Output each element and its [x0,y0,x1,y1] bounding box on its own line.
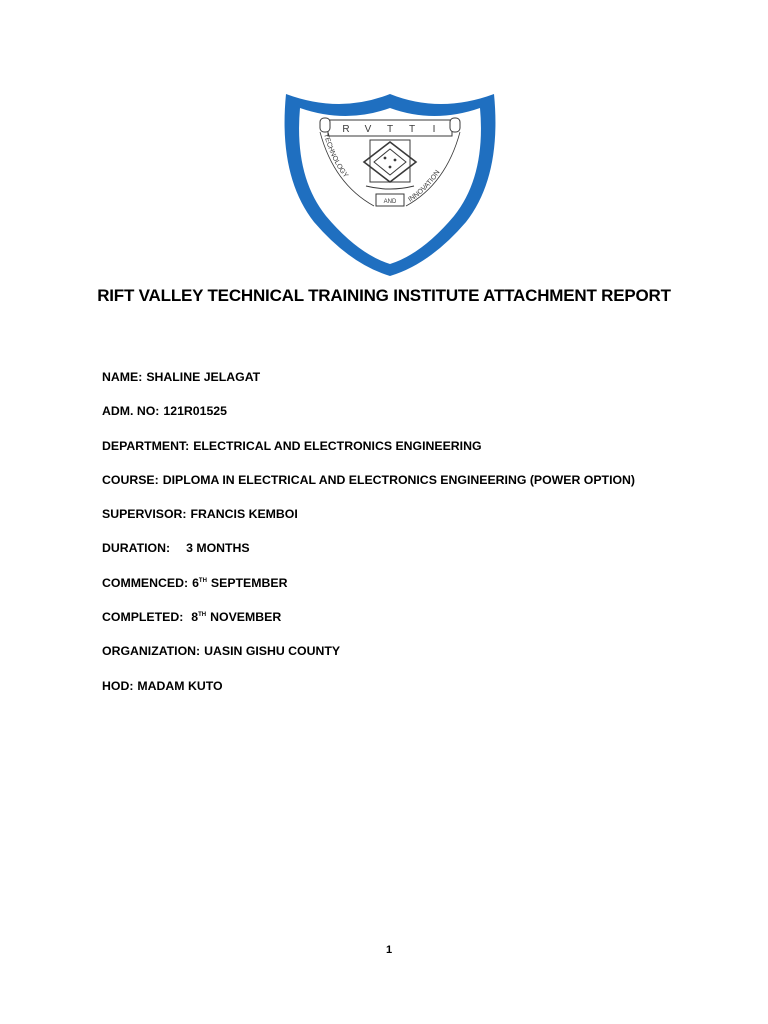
field-completed-month: NOVEMBER [210,610,282,625]
banner-scroll-right [450,118,460,132]
acronym-letter-i: I [432,124,436,135]
field-hod-value: MADAM KUTO [137,678,223,693]
acronym-letter-t1: T [386,124,394,135]
banner-scroll-left [320,118,330,132]
field-adm-no [102,402,635,436]
acronym-letter-v: V [364,124,372,135]
field-adm-no-value: 121R01525 [163,404,227,419]
page-number: 1 [385,944,393,956]
report-details-list [102,368,635,711]
emblem-star-2 [394,159,397,162]
field-commenced [102,574,635,608]
field-commenced-month: SEPTEMBER [210,575,288,590]
field-course-label: COURSE: [102,472,159,487]
field-department-value: ELECTRICAL AND ELECTRONICS ENGINEERING [193,438,482,453]
field-course-value: DIPLOMA IN ELECTRICAL AND ELECTRONICS ENGINEERING (POWER OPTION) [162,472,636,487]
field-hod-label: HOD: [102,678,134,693]
field-course [102,471,635,505]
emblem-star-1 [384,157,387,160]
field-hod [102,677,635,711]
acronym-letter-r: R [342,124,350,135]
field-supervisor-value: FRANCIS KEMBOI [190,507,298,522]
field-name [102,368,635,402]
report-title: RIFT VALLEY TECHNICAL TRAINING INSTITUTE ATTACHMENT REPORT [97,286,671,305]
field-name-value: SHALINE JELAGAT [146,370,261,384]
field-supervisor [102,505,635,539]
field-completed-suffix: TH [198,612,207,619]
field-completed [102,608,635,642]
field-commenced-day: 6 [192,575,199,590]
field-completed-day: 8 [191,610,199,625]
rvtti-shield-logo [280,88,500,278]
field-duration-value: 3 MONTHS [186,541,250,556]
field-duration [102,539,635,573]
field-organization-label: ORGANIZATION: [102,644,201,659]
field-commenced-suffix: TH [198,577,207,584]
field-completed-label: COMPLETED: [102,610,184,625]
field-name-label: NAME: [102,370,143,384]
field-department-label: DEPARTMENT: [102,438,190,453]
field-organization-value: UASIN GISHU COUNTY [204,644,341,659]
acronym-letter-t2: T [408,124,416,135]
field-organization [102,642,635,676]
field-adm-no-label: ADM. NO: [102,404,160,419]
emblem-star-3 [389,166,392,169]
motto-left-path: TECHNOLOGY [322,132,350,180]
field-duration-label: DURATION: [102,541,171,556]
motto-middle: AND [383,199,397,205]
motto-right-path: INNOVATION [407,169,442,204]
field-supervisor-label: SUPERVISOR: [102,507,187,522]
field-commenced-label: COMMENCED: [102,575,189,590]
field-department [102,437,635,471]
